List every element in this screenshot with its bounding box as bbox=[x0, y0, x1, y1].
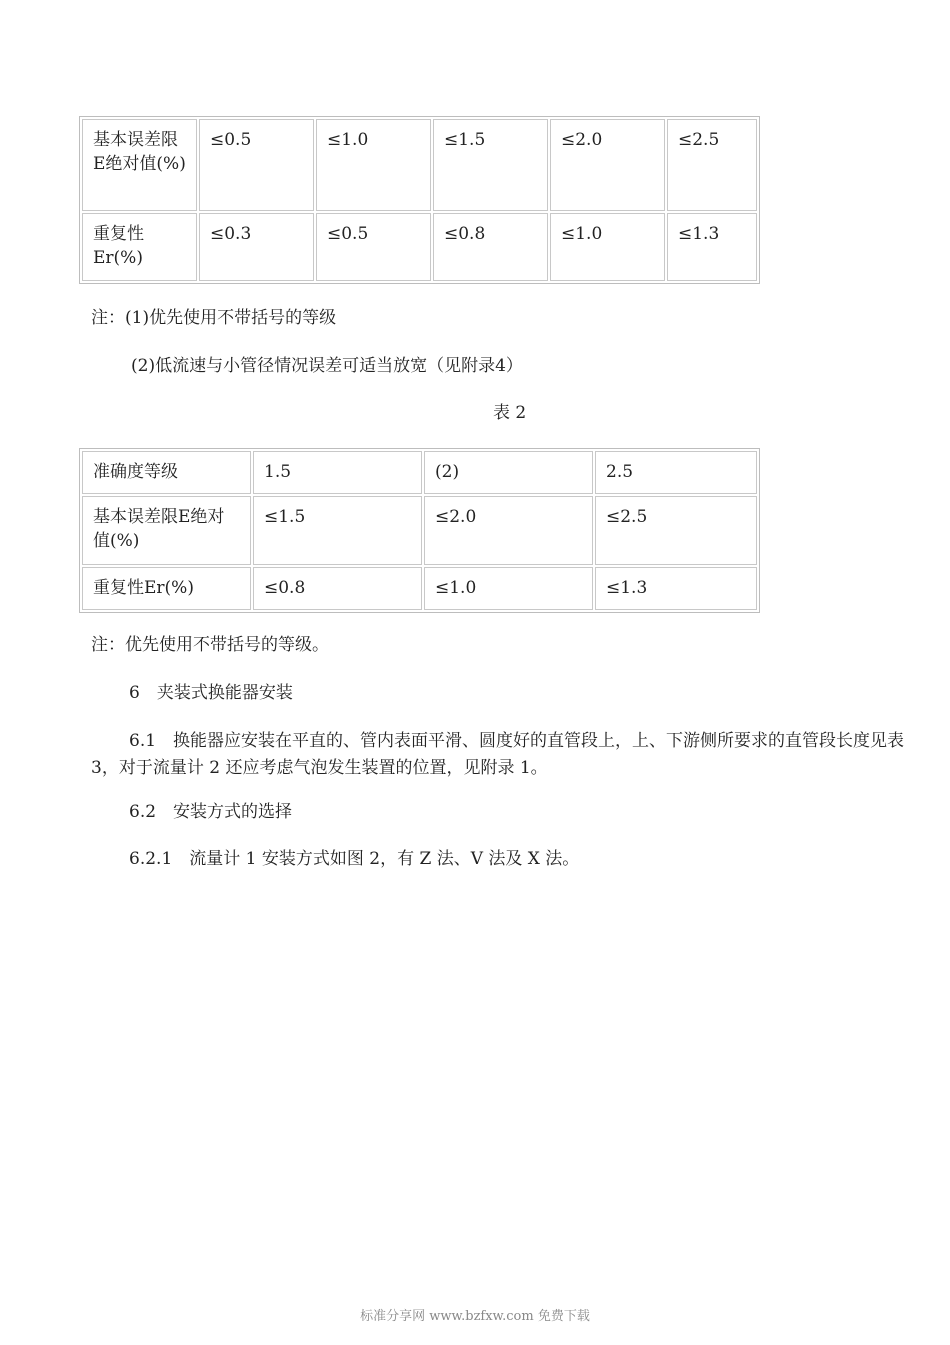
table-cell: ≤1.3 bbox=[595, 567, 757, 610]
table-2-caption: 表 2 bbox=[493, 403, 527, 423]
table-row bbox=[82, 496, 757, 565]
row-label: 基本误差限E绝对值(%) bbox=[82, 119, 197, 211]
note-1b: (2)低流速与小管径情况误差可适当放宽（见附录4） bbox=[131, 356, 523, 376]
paragraph-6-2: 6.2 安装方式的选择 bbox=[129, 802, 293, 822]
table-2 bbox=[79, 448, 760, 613]
table-cell: ≤2.0 bbox=[550, 119, 665, 211]
table-cell: ≤2.0 bbox=[424, 496, 593, 565]
table-cell: (2) bbox=[424, 451, 593, 494]
table-cell: ≤0.5 bbox=[316, 213, 431, 281]
table-cell: ≤1.0 bbox=[316, 119, 431, 211]
row-label: 重复性Er(%) bbox=[82, 567, 251, 610]
row-label: 准确度等级 bbox=[82, 451, 251, 494]
note-1: 注：(1)优先使用不带括号的等级 bbox=[91, 308, 337, 328]
table-cell: ≤1.5 bbox=[433, 119, 548, 211]
row-label: 基本误差限E绝对值(%) bbox=[82, 496, 251, 565]
table-cell: ≤2.5 bbox=[595, 496, 757, 565]
section-6-heading: 6 夹装式换能器安装 bbox=[129, 683, 293, 703]
table-row bbox=[82, 119, 757, 211]
paragraph-6-2-1: 6.2.1 流量计 1 安装方式如图 2，有 Z 法、V 法及 X 法。 bbox=[129, 849, 580, 869]
table-cell: ≤1.5 bbox=[253, 496, 422, 565]
note-2: 注：优先使用不带括号的等级。 bbox=[91, 635, 329, 655]
table-cell: ≤0.8 bbox=[253, 567, 422, 610]
row-label: 重复性Er(%) bbox=[82, 213, 197, 281]
table-row bbox=[82, 567, 757, 610]
table-cell: ≤0.8 bbox=[433, 213, 548, 281]
table-cell: 2.5 bbox=[595, 451, 757, 494]
table-row bbox=[82, 451, 757, 494]
table-1 bbox=[79, 116, 760, 284]
table-cell: ≤1.0 bbox=[424, 567, 593, 610]
table-cell: ≤1.0 bbox=[550, 213, 665, 281]
paragraph-6-1: 6.1 换能器应安装在平直的、管内表面平滑、圆度好的直管段上，上、下游侧所要求的直管段长度见表 3，对于流量计 2 还应考虑气泡发生装置的位置，见附录 1。 bbox=[91, 731, 905, 778]
table-cell: 1.5 bbox=[253, 451, 422, 494]
table-cell: ≤2.5 bbox=[667, 119, 757, 211]
table-cell: ≤1.3 bbox=[667, 213, 757, 281]
table-row bbox=[82, 213, 757, 281]
table-cell: ≤0.5 bbox=[199, 119, 314, 211]
footer-watermark: 标准分享网 www.bzfxw.com 免费下载 bbox=[360, 1309, 590, 1324]
table-cell: ≤0.3 bbox=[199, 213, 314, 281]
